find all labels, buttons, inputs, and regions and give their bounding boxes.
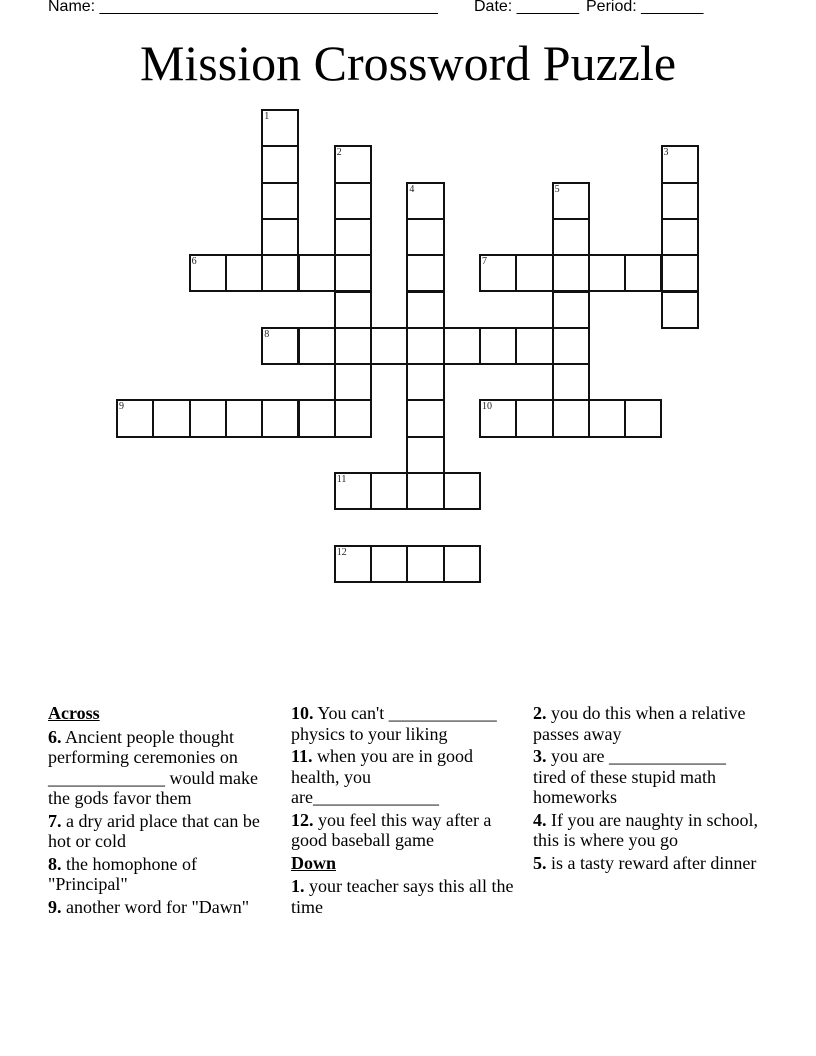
crossword-cell[interactable] [661,182,699,220]
crossword-cell[interactable] [552,363,590,401]
crossword-cell[interactable] [406,218,444,256]
clue-across-7: 7. a dry arid place that can be hot or cold [48,810,260,851]
crossword-cell[interactable] [443,545,481,583]
crossword-cell[interactable] [443,327,481,365]
clues-column-2 [291,703,523,919]
crossword-cell[interactable] [552,218,590,256]
crossword-cell[interactable] [116,399,154,437]
crossword-cell[interactable] [298,254,336,292]
clue-number: 6 [191,256,197,268]
clue-down-2: 2. you do this when a relative passes away [533,703,746,744]
crossword-cell[interactable] [334,472,372,510]
crossword-cell[interactable] [515,327,553,365]
crossword-cell[interactable] [552,182,590,220]
crossword-cell[interactable] [661,254,699,292]
crossword-cell[interactable] [406,291,444,329]
clue-across-10: 10. You can't ____________ physics to your liking [291,703,497,744]
crossword-cell[interactable] [552,327,590,365]
crossword-cell[interactable] [334,545,372,583]
down-heading: Down [291,852,337,873]
clue-down-1: 1. your teacher says this all the time [291,876,514,917]
crossword-cell[interactable] [261,145,299,183]
crossword-cell[interactable] [334,254,372,292]
clue-number: 11 [336,474,347,485]
crossword-cell[interactable] [406,182,444,220]
clue-down-4: 4. If you are naughty in school, this is where you go [533,809,758,850]
clue-number: 7 [482,256,487,268]
clue-across-11: 11. when you are in good health, you are______________ [291,746,473,807]
crossword-cell[interactable] [298,327,336,365]
crossword-cell[interactable] [298,399,336,437]
clue-number: 3 [663,147,669,159]
crossword-cell[interactable] [189,254,227,292]
crossword-cell[interactable] [661,291,699,329]
crossword-cell[interactable] [406,399,444,437]
clue-down-5: 5. is a tasty reward after dinner [533,852,757,873]
crossword-cell[interactable] [552,291,590,329]
across-heading: Across [48,703,100,723]
date-field[interactable]: Date: _______ [474,0,579,15]
crossword-cell[interactable] [334,327,372,365]
clue-across-8: 8. the homophone of "Principal" [48,853,197,894]
crossword-cell[interactable] [334,145,372,183]
crossword-cell[interactable] [334,291,372,329]
clue-across-9: 9. another word for "Dawn" [48,896,250,917]
crossword-cell[interactable] [334,182,372,220]
clue-down-3: 3. you are _____________ tired of these stupid math homeworks [533,746,726,807]
crossword-cell[interactable] [334,218,372,256]
clue-number: 5 [554,183,560,195]
page-title: Mission Crossword Puzzle [139,35,677,91]
crossword-cell[interactable] [406,472,444,510]
crossword-cell[interactable] [588,399,626,437]
crossword-cell[interactable] [552,254,590,292]
clue-number: 1 [264,111,270,122]
crossword-cell[interactable] [225,399,263,437]
crossword-cell[interactable] [515,254,553,292]
crossword-cell[interactable] [261,399,299,437]
clues-column-1 [48,703,278,919]
crossword-cell[interactable] [406,327,444,365]
clue-number: 4 [409,183,415,195]
crossword-cell[interactable] [225,254,263,292]
clues-column-3 [533,703,763,875]
crossword-cell[interactable] [624,254,662,292]
name-field[interactable]: Name: ______________________________________ [48,0,438,15]
crossword-cell[interactable] [661,145,699,183]
crossword-cell[interactable] [588,254,626,292]
clue-number: 8 [264,328,270,340]
crossword-cell[interactable] [406,363,444,401]
crossword-cell[interactable] [261,182,299,220]
crossword-cell[interactable] [479,327,517,365]
clue-across-6: 6. Ancient people thought performing ceremonies on _____________ would make the gods favor them [48,726,258,808]
crossword-cell[interactable] [661,218,699,256]
crossword-cell[interactable] [552,399,590,437]
crossword-cell[interactable] [189,399,227,437]
crossword-cell[interactable] [334,399,372,437]
crossword-cell[interactable] [370,545,408,583]
crossword-cell[interactable] [261,327,299,365]
crossword-cell[interactable] [624,399,662,437]
period-field[interactable]: Period: _______ [586,0,704,15]
crossword-cell[interactable] [334,363,372,401]
crossword-cell[interactable] [406,545,444,583]
crossword-cell[interactable] [479,254,517,292]
crossword-cell[interactable] [406,254,444,292]
clue-number: 12 [336,546,347,558]
crossword-cell[interactable] [261,109,299,147]
crossword-cell[interactable] [152,399,190,437]
crossword-cell[interactable] [370,472,408,510]
clue-across-12: 12. you feel this way after a good baseball game [291,809,492,850]
crossword-cell[interactable] [370,327,408,365]
clue-number: 10 [482,401,492,413]
crossword-cell[interactable] [406,436,444,474]
crossword-cell[interactable] [261,254,299,292]
crossword-cell[interactable] [515,399,553,437]
crossword-cell[interactable] [443,472,481,510]
crossword-cell[interactable] [261,218,299,256]
crossword-cell[interactable] [479,399,517,437]
clue-number: 2 [336,147,342,159]
clue-number: 9 [119,401,124,413]
